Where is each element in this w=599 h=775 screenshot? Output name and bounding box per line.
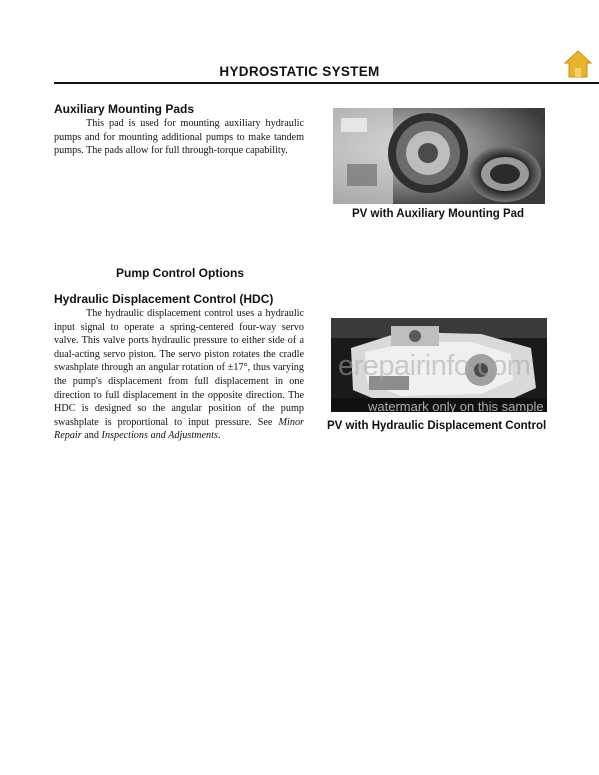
pump-control-heading: Pump Control Options <box>116 266 244 280</box>
aux-pads-heading: Auxiliary Mounting Pads <box>54 102 195 116</box>
watermark-text: erepairinfo.com <box>338 350 531 382</box>
aux-pads-text: This pad is used for mounting auxiliary hydraulic pumps and for mounting additional pumps to make tandem pumps. The pads allow for full through-torque capability. <box>54 118 304 157</box>
photo-aux-mounting-pad <box>333 108 545 204</box>
ref-inspections-adjustments: Inspections and Adjustments <box>101 430 218 442</box>
photo2-caption: PV with Hydraulic Displacement Control <box>327 420 547 432</box>
ref-minor-repair: Minor Repair <box>54 416 304 442</box>
header-rule <box>54 82 599 84</box>
photo1-caption: PV with Auxiliary Mounting Pad <box>352 208 525 220</box>
photo-hdc <box>331 318 547 412</box>
hdc-text: The hydraulic displacement control uses a hydraulic input signal to operate a spring-centered four-way servo valve. This valve ports hydraulic pressure to either side of a dual-acting servo piston. The servo piston rotates the cradle swashplate through an angular rotation of ±17°, thus varying the pump's displacement from full displacement in one direction to full displacement in the opposite direction. The HDC is designed so the angular position of the pump swashplate is proportional to input pressure. See Minor Repair and Inspections and Adjustments. <box>54 308 304 442</box>
hdc-heading: Hydraulic Displacement Control (HDC) <box>54 292 274 306</box>
page-header-title: HYDROSTATIC SYSTEM <box>219 64 380 79</box>
watermark-subtext: watermark only on this sample <box>368 399 544 414</box>
